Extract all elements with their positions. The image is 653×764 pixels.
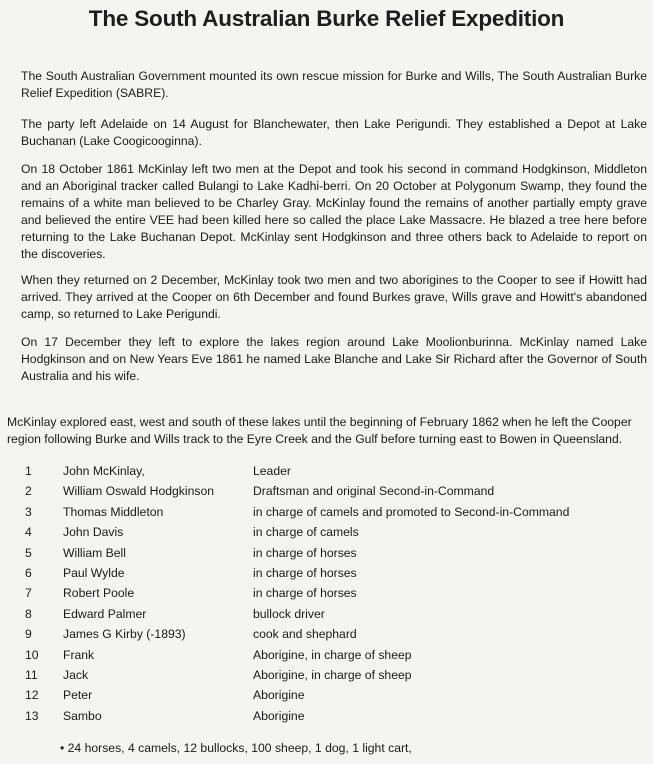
member-name: Sambo [63, 708, 102, 723]
paragraph-explored-line-1: McKinlay explored east, west and south of these lakes until the beginning of February 1862 when he left the Cooper [7, 415, 632, 429]
paragraph-october: On 18 October 1861 McKinlay left two men at the Depot and took his second in command Hodgkinson, Middleton and an Aboriginal tracker called Bulangi to Lake Kadhi-berri. On 20 October at Polygonum Swamp, they found the remains of a white man believed to be Charley Gray. McKinlay found the remains of another partially empty grave and believed the entire VEE had been killed here so called the place Lake Massacre. He blazed a tree here before returning to the Lake Buchanan Depot. McKinlay sent Hodgkinson and three others back to Adelaide to report on the discoveries. [21, 162, 647, 261]
member-role: Draftsman and original Second-in-Command [253, 484, 495, 499]
member-role: in charge of camels and promoted to Second-in-Command [253, 504, 570, 519]
paragraph-explored-line-2: region following Burke and Wills track to the Eyre Creek and the Gulf before turning east to Bowen in Queensland. [7, 432, 623, 446]
member-row [25, 502, 645, 522]
member-name: Edward Palmer [63, 606, 147, 621]
paragraph-departure: The party left Adelaide on 14 August for Blanchewater, then Lake Perigundi. They established a Depot at Lake Buchanan (Lake Coogicooginna). [21, 117, 647, 148]
member-row [25, 543, 645, 563]
member-number: 4 [25, 525, 32, 540]
member-name: Peter [63, 688, 93, 703]
member-role: in charge of horses [253, 565, 357, 580]
member-row [25, 624, 645, 644]
member-row [25, 583, 645, 603]
member-row [25, 665, 645, 685]
member-role: in charge of horses [253, 545, 357, 560]
member-role: in charge of camels [253, 525, 359, 540]
supplies-bullet: • 24 horses, 4 camels, 12 bullocks, 100 sheep, 1 dog, 1 light cart, [60, 741, 412, 755]
member-role: Leader [253, 464, 291, 478]
member-row [25, 461, 645, 481]
member-number: 6 [25, 565, 32, 580]
member-role: cook and shephard [253, 627, 357, 642]
member-role: Aborigine [253, 688, 305, 703]
member-row [25, 522, 645, 542]
member-number: 11 [25, 667, 38, 682]
member-row [25, 563, 645, 583]
member-number: 7 [25, 586, 32, 601]
expedition-member-list [25, 461, 645, 726]
member-number: 12 [25, 688, 39, 703]
member-name: James G Kirby (-1893) [63, 627, 186, 642]
member-name: John McKinlay, [63, 464, 145, 478]
member-row [25, 706, 645, 726]
member-name: Frank [63, 647, 95, 662]
member-role: bullock driver [253, 606, 325, 621]
member-number: 13 [25, 708, 39, 723]
member-role: Aborigine [253, 708, 305, 723]
member-name: William Bell [63, 545, 126, 560]
member-number: 10 [25, 647, 39, 662]
member-number: 8 [25, 606, 32, 621]
member-role: Aborigine, in charge of sheep [253, 667, 412, 682]
member-number: 5 [25, 545, 32, 560]
member-row [25, 481, 645, 501]
member-row [25, 685, 645, 705]
member-row [25, 604, 645, 624]
member-name: Jack [63, 667, 89, 682]
member-name: William Oswald Hodgkinson [63, 484, 215, 499]
member-name: Paul Wylde [63, 565, 125, 580]
page-title: The South Australian Burke Relief Expedition [88, 6, 565, 31]
member-role: Aborigine, in charge of sheep [253, 647, 412, 662]
paragraph-december: When they returned on 2 December, McKinlay took two men and two aborigines to the Cooper to see if Howitt had arrived. They arrived at the Cooper on 6th December and found Burkes grave, Wills grave and Howitt's abandoned camp, so returned to Lake Perigundi. [21, 273, 647, 321]
member-number: 3 [25, 504, 32, 519]
member-number: 1 [25, 464, 32, 478]
paragraph-lakes: On 17 December they left to explore the lakes region around Lake Moolionburinna. McKinlay named Lake Hodgkinson and on New Years Eve 1861 he named Lake Blanche and Lake Sir Richard after the Governor of South Australia and his wife. [21, 335, 647, 383]
member-name: Thomas Middleton [63, 504, 164, 519]
member-role: in charge of horses [253, 586, 357, 601]
paragraph-explored [7, 414, 653, 448]
member-name: Robert Poole [63, 586, 135, 601]
member-number: 9 [25, 627, 32, 642]
paragraph-intro: The South Australian Government mounted its own rescue mission for Burke and Wills, The South Australian Burke Relief Expedition (SABRE). [21, 69, 647, 100]
member-name: John Davis [63, 525, 124, 540]
member-row [25, 645, 645, 665]
member-number: 2 [25, 484, 32, 499]
